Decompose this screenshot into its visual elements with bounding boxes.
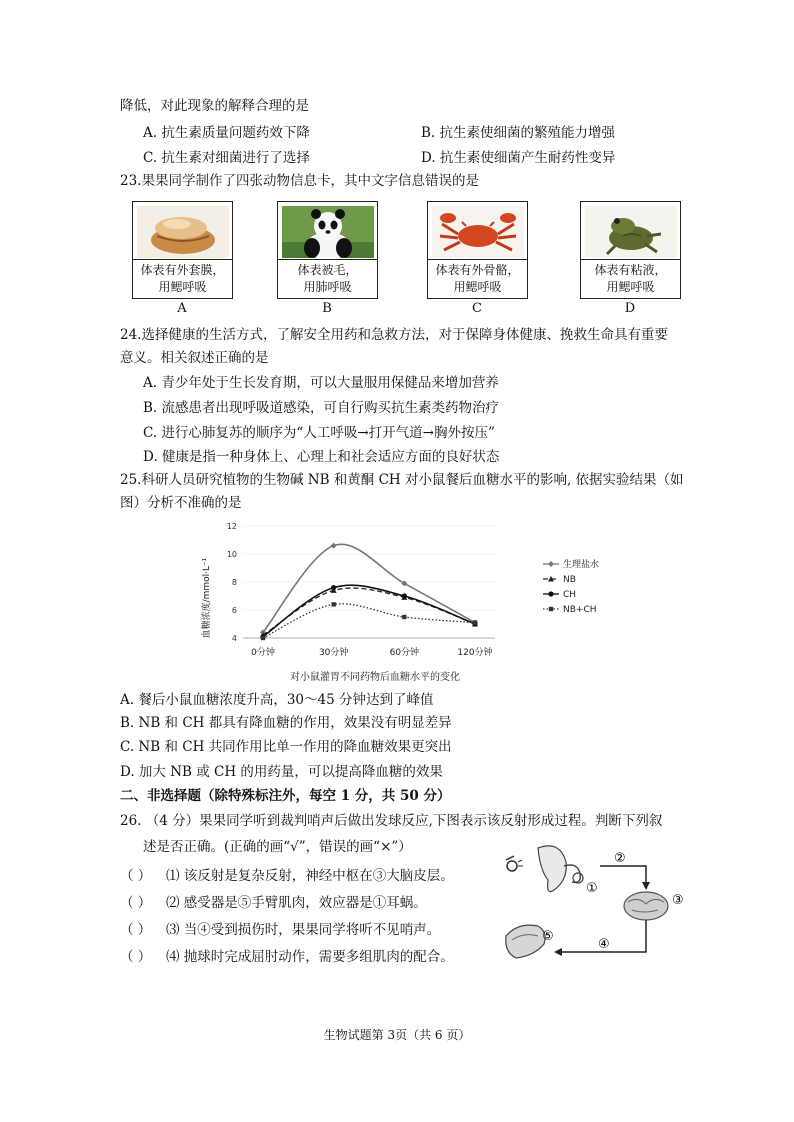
label-3: ③: [672, 893, 684, 908]
legend-label: 生理盐水: [563, 560, 600, 570]
card-b-text1: 体表被毛，: [297, 263, 358, 277]
frog-icon: [585, 206, 676, 258]
q25-option-c: C. NB 和 CH 共同作用比单一作用的降血糖效果更突出: [120, 739, 452, 755]
card-a-label: A: [177, 301, 187, 316]
section-heading: 二、非选择题（除特殊标注外，每空 1 分，共 50 分）: [120, 788, 451, 804]
q25-stem-line1: 25.科研人员研究植物的生物碱 NB 和黄酮 CH 对小鼠餐后血糖水平的影响, 依据实验结果（如: [120, 472, 684, 488]
data-point-生理盐水: [331, 543, 337, 549]
data-point-NB+CH: [402, 615, 406, 619]
reflex-arc-diagram: [498, 840, 698, 980]
x-tick-label: 0分钟: [251, 648, 275, 658]
q26-stem-line2: 述是否正确。(正确的画“√”，错误的画“×”）: [143, 839, 412, 855]
card-b-text2: 用肺呼吸: [303, 280, 352, 294]
q24-option-b: B. 流感患者出现呼吸道感染，可自行购买抗生素类药物治疗: [143, 400, 500, 416]
q22-option-c: C. 抗生素对细菌进行了选择: [143, 150, 310, 166]
series-line-CH: [263, 585, 475, 636]
label-2: ②: [614, 851, 626, 866]
data-point-CH: [331, 585, 336, 590]
page-footer: 生物试题第 3页（共 6 页）: [323, 1028, 471, 1042]
chart-ylabel: 血糖浓度/mmol·L⁻¹: [202, 557, 212, 639]
q25-option-d: D. 加大 NB 或 CH 的用药量，可以提高降血糖的效果: [120, 764, 443, 780]
animal-card-b: [277, 201, 378, 299]
q24-stem-line2: 意义。相关叙述正确的是: [120, 350, 269, 366]
q25-stem-line2: 图）分析不准确的是: [120, 495, 242, 511]
q24-stem-line1: 24.选择健康的生活方式，了解安全用药和急救方法，对于保障身体健康、挽救生命具有重要: [120, 327, 668, 343]
label-5: ⑤: [542, 929, 554, 944]
label-1: ①: [586, 881, 598, 896]
card-c-text2: 用鳃呼吸: [453, 280, 502, 294]
card-d-text2: 用鳃呼吸: [606, 280, 655, 294]
q24-option-d: D. 健康是指一种身体上、心理上和社会适应方面的良好状态: [143, 449, 500, 465]
answer-blank[interactable]: （ ）: [120, 868, 152, 884]
arm-muscle-icon: [506, 925, 545, 958]
card-c-text1: 体表有外骨骼，: [435, 263, 520, 277]
q26-item-3: （ ） ⑶ 当④受到损伤时，果果同学将听不见哨声。: [120, 922, 441, 938]
crab-icon: [432, 206, 523, 258]
answer-blank[interactable]: （ ）: [120, 922, 152, 938]
q24-option-a: A. 青少年处于生长发育期，可以大量服用保健品来增加营养: [143, 375, 499, 391]
data-point-NB+CH: [473, 620, 477, 624]
card-a-text1: 体表有外套膜，: [140, 263, 225, 277]
legend-label: NB: [563, 575, 576, 585]
legend-label: CH: [563, 590, 577, 600]
mollusk-icon: [137, 206, 228, 258]
x-tick-label: 30分钟: [318, 648, 349, 658]
data-point-NB+CH: [331, 602, 335, 606]
y-tick-label: 4: [231, 634, 237, 643]
series-line-生理盐水: [263, 544, 475, 632]
legend-marker: [548, 561, 554, 567]
card-b-label: B: [322, 301, 332, 316]
q26-item-1: （ ） ⑴ 该反射是复杂反射，神经中枢在③大脑皮层。: [120, 868, 454, 884]
data-point-NB+CH: [261, 636, 265, 640]
label-4: ④: [598, 937, 610, 952]
animal-card-d: [580, 201, 681, 299]
blood-glucose-chart: [195, 518, 635, 688]
card-d-text1: 体表有粘液，: [594, 263, 667, 277]
q22-option-a: A. 抗生素质量问题药效下降: [143, 125, 310, 141]
animal-card-c: [427, 201, 528, 299]
x-tick-label: 60分钟: [389, 648, 420, 658]
x-tick-label: 120分钟: [457, 648, 493, 658]
q26-item-2: （ ） ⑵ 感受器是⑤手臂肌肉，效应器是①耳蜗。: [120, 895, 427, 911]
q26-item-4: （ ） ⑷ 抛球时完成屈肘动作，需要多组肌肉的配合。: [120, 949, 454, 965]
whistle-icon: [506, 856, 523, 871]
y-tick-label: 10: [226, 550, 237, 559]
q24-option-c: C. 进行心肺复苏的顺序为“人工呼吸→打开气道→胸外按压”: [143, 425, 495, 441]
chart-title: 对小鼠灌胃不同药物后血糖水平的变化: [290, 672, 460, 683]
q22-stem-end: 降低，对此现象的解释合理的是: [120, 98, 309, 114]
series-line-NB+CH: [263, 604, 475, 638]
data-point-CH: [402, 593, 407, 598]
q26-stem-line1: 26. （4 分）果果同学听到裁判哨声后做出发球反应,下图表示该反射形成过程。判断下列叙: [120, 813, 663, 829]
q22-option-b: B. 抗生素使细菌的繁殖能力增强: [421, 125, 616, 141]
legend-label: NB+CH: [563, 605, 597, 615]
y-tick-label: 12: [226, 522, 237, 531]
q25-option-a: A. 餐后小鼠血糖浓度升高，30～45 分钟达到了峰值: [120, 692, 434, 708]
q22-option-d: D. 抗生素使细菌产生耐药性变异: [421, 150, 616, 166]
animal-card-a: [132, 201, 233, 299]
legend-marker: [548, 591, 553, 596]
ear-icon: [538, 846, 583, 892]
answer-blank[interactable]: （ ）: [120, 949, 152, 965]
brain-icon: [624, 892, 668, 920]
legend-marker: [549, 607, 553, 611]
q23-stem: 23.果果同学制作了四张动物信息卡，其中文字信息错误的是: [120, 173, 479, 189]
card-a-text2: 用鳃呼吸: [158, 280, 207, 294]
q25-option-b: B. NB 和 CH 都具有降血糖的作用，效果没有明显差异: [120, 715, 452, 731]
card-c-label: C: [472, 301, 482, 316]
y-tick-label: 6: [231, 606, 237, 615]
y-tick-label: 8: [231, 578, 237, 587]
answer-blank[interactable]: （ ）: [120, 895, 152, 911]
card-d-label: D: [624, 301, 636, 316]
panda-icon: [282, 206, 373, 258]
